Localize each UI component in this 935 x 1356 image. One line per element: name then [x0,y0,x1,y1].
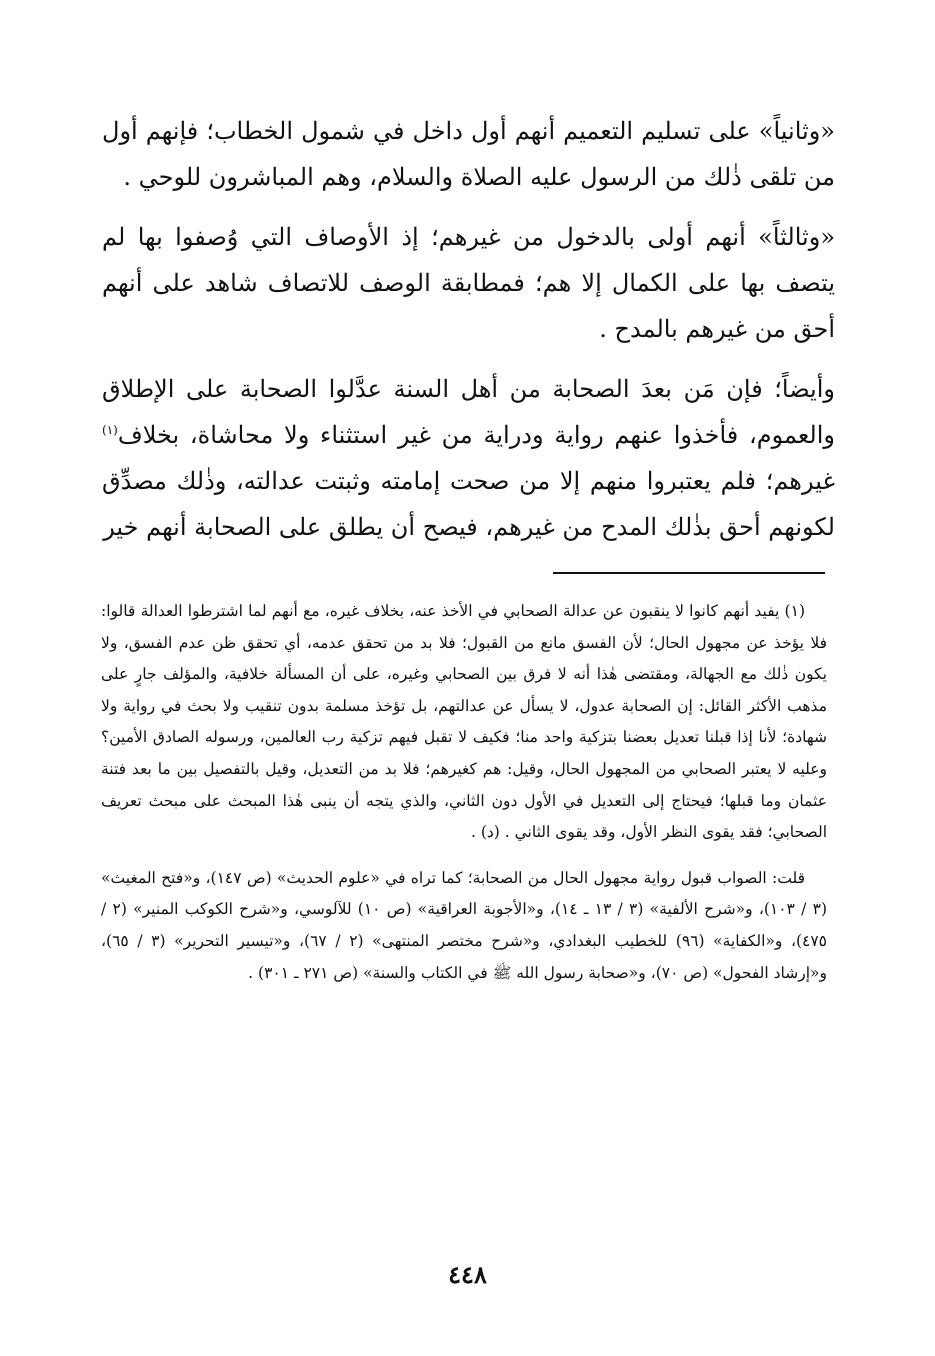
footnote-marker: (١) [102,423,118,437]
paragraph-aydan-end: غيرهم؛ فلم يعتبروا منهم إلا من صحت إمامته وثبتت عدالته، وذٰلك مصدِّق لكونهم أحق بذٰلك المدح من غيرهم، فيصح أن يطلق على الصحابة أنهم خير [102,467,835,541]
paragraph-aydan-start: وأيضاً؛ فإن مَن بعدَ الصحابة من أهل السنة عدَّلوا الصحابة على الإطلاق والعموم، فأخذوا عنهم رواية ودراية من غير استثناء ولا محاشاة، بخلاف [102,375,835,449]
footnote-separator [553,572,825,574]
paragraph-aydan [102,366,835,550]
main-text [102,108,835,564]
paragraph-thalithan: «وثالثاً» أنهم أولى بالدخول من غيرهم؛ إذ الأوصاف التي وُصفوا بها لم يتصف بها على الكمال إلا هم؛ فمطابقة الوصف للاتصاف شاهد على أنهم أحق من غيرهم بالمدح . [102,223,836,343]
footnote-editor-note: قلت: الصواب قبول رواية مجهول الحال من الصحابة؛ كما تراه في «علوم الحديث» (ص ١٤٧)، و«فتح المغيث» (٣ / ١٠٣)، و«شرح الألفية» (٣ / ١٣ ـ ١٤)، و«الأجوبة العراقية» (ص ١٠) للآلوسي، و«شرح الكوكب المنير» (٢ / ٤٧٥)، و«الكفاية» (٩٦) للخطيب البغدادي، و«شرح مختصر المنتهى» (٢ / ٦٧)، و«تيسير التحرير» (٣ / ٦٥)، و«إرشاد الفحول» (ص ٧٠)، و«صحابة رسول الله ﷺ في الكتاب والسنة» (ص ٢٧١ ـ ٣٠١) . [101,868,828,982]
footnote-1: (١) يفيد أنهم كانوا لا ينقبون عن عدالة الصحابي في الأخذ عنه، بخلاف غيره، مع أنهم لما اشترطوا العدالة قالوا: فلا يؤخذ عن مجهول الحال؛ لأن الفسق مانع من القبول؛ فلا بد من تحقق عدمه، أي تحقق ظن عدم الفسق، ولا يكون ذٰلك مع الجهالة، ومقتضى هٰذا أنه لا فرق بين الصحابي وغيره، على أن المسألة خلافية، والمؤلف جارٍ على مذهب الأكثر القائل: إن الصحابة عدول، لا يسأل عن عدالتهم، بل تؤخذ مسلمة بدون تنقيب ولا بحث في رواية ولا شهادة؛ لأنا إذا قبلنا تعديل بعضنا بتزكية واحد منا؛ فكيف لا تقبل فيهم تزكية رب العالمين، ورسوله الصادق الأمين؟ وعليه لا يعتبر الصحابي من المجهول الحال، وقيل: هم كغيرهم؛ فلا بد من التعديل، وقيل بالتفصيل بين ما بعد فتنة عثمان وما قبلها؛ فيحتاج إلى التعديل في الأول دون الثاني، والذي يتجه أن ينبى هٰذا المبحث على مبحث تعريف الصحابي؛ فقد يقوى النظر الأول، وقد يقوى الثاني . (د) . [101,602,827,842]
footnotes-section [101,596,827,1003]
page-number: ٤٤٨ [448,1260,487,1289]
paragraph-thaniyan: «وثانياً» على تسليم التعميم أنهم أول داخل في شمول الخطاب؛ فإنهم أول من تلقى ذٰلك من الرسول عليه الصلاة والسلام، وهم المباشرون للوحي . [102,117,835,191]
